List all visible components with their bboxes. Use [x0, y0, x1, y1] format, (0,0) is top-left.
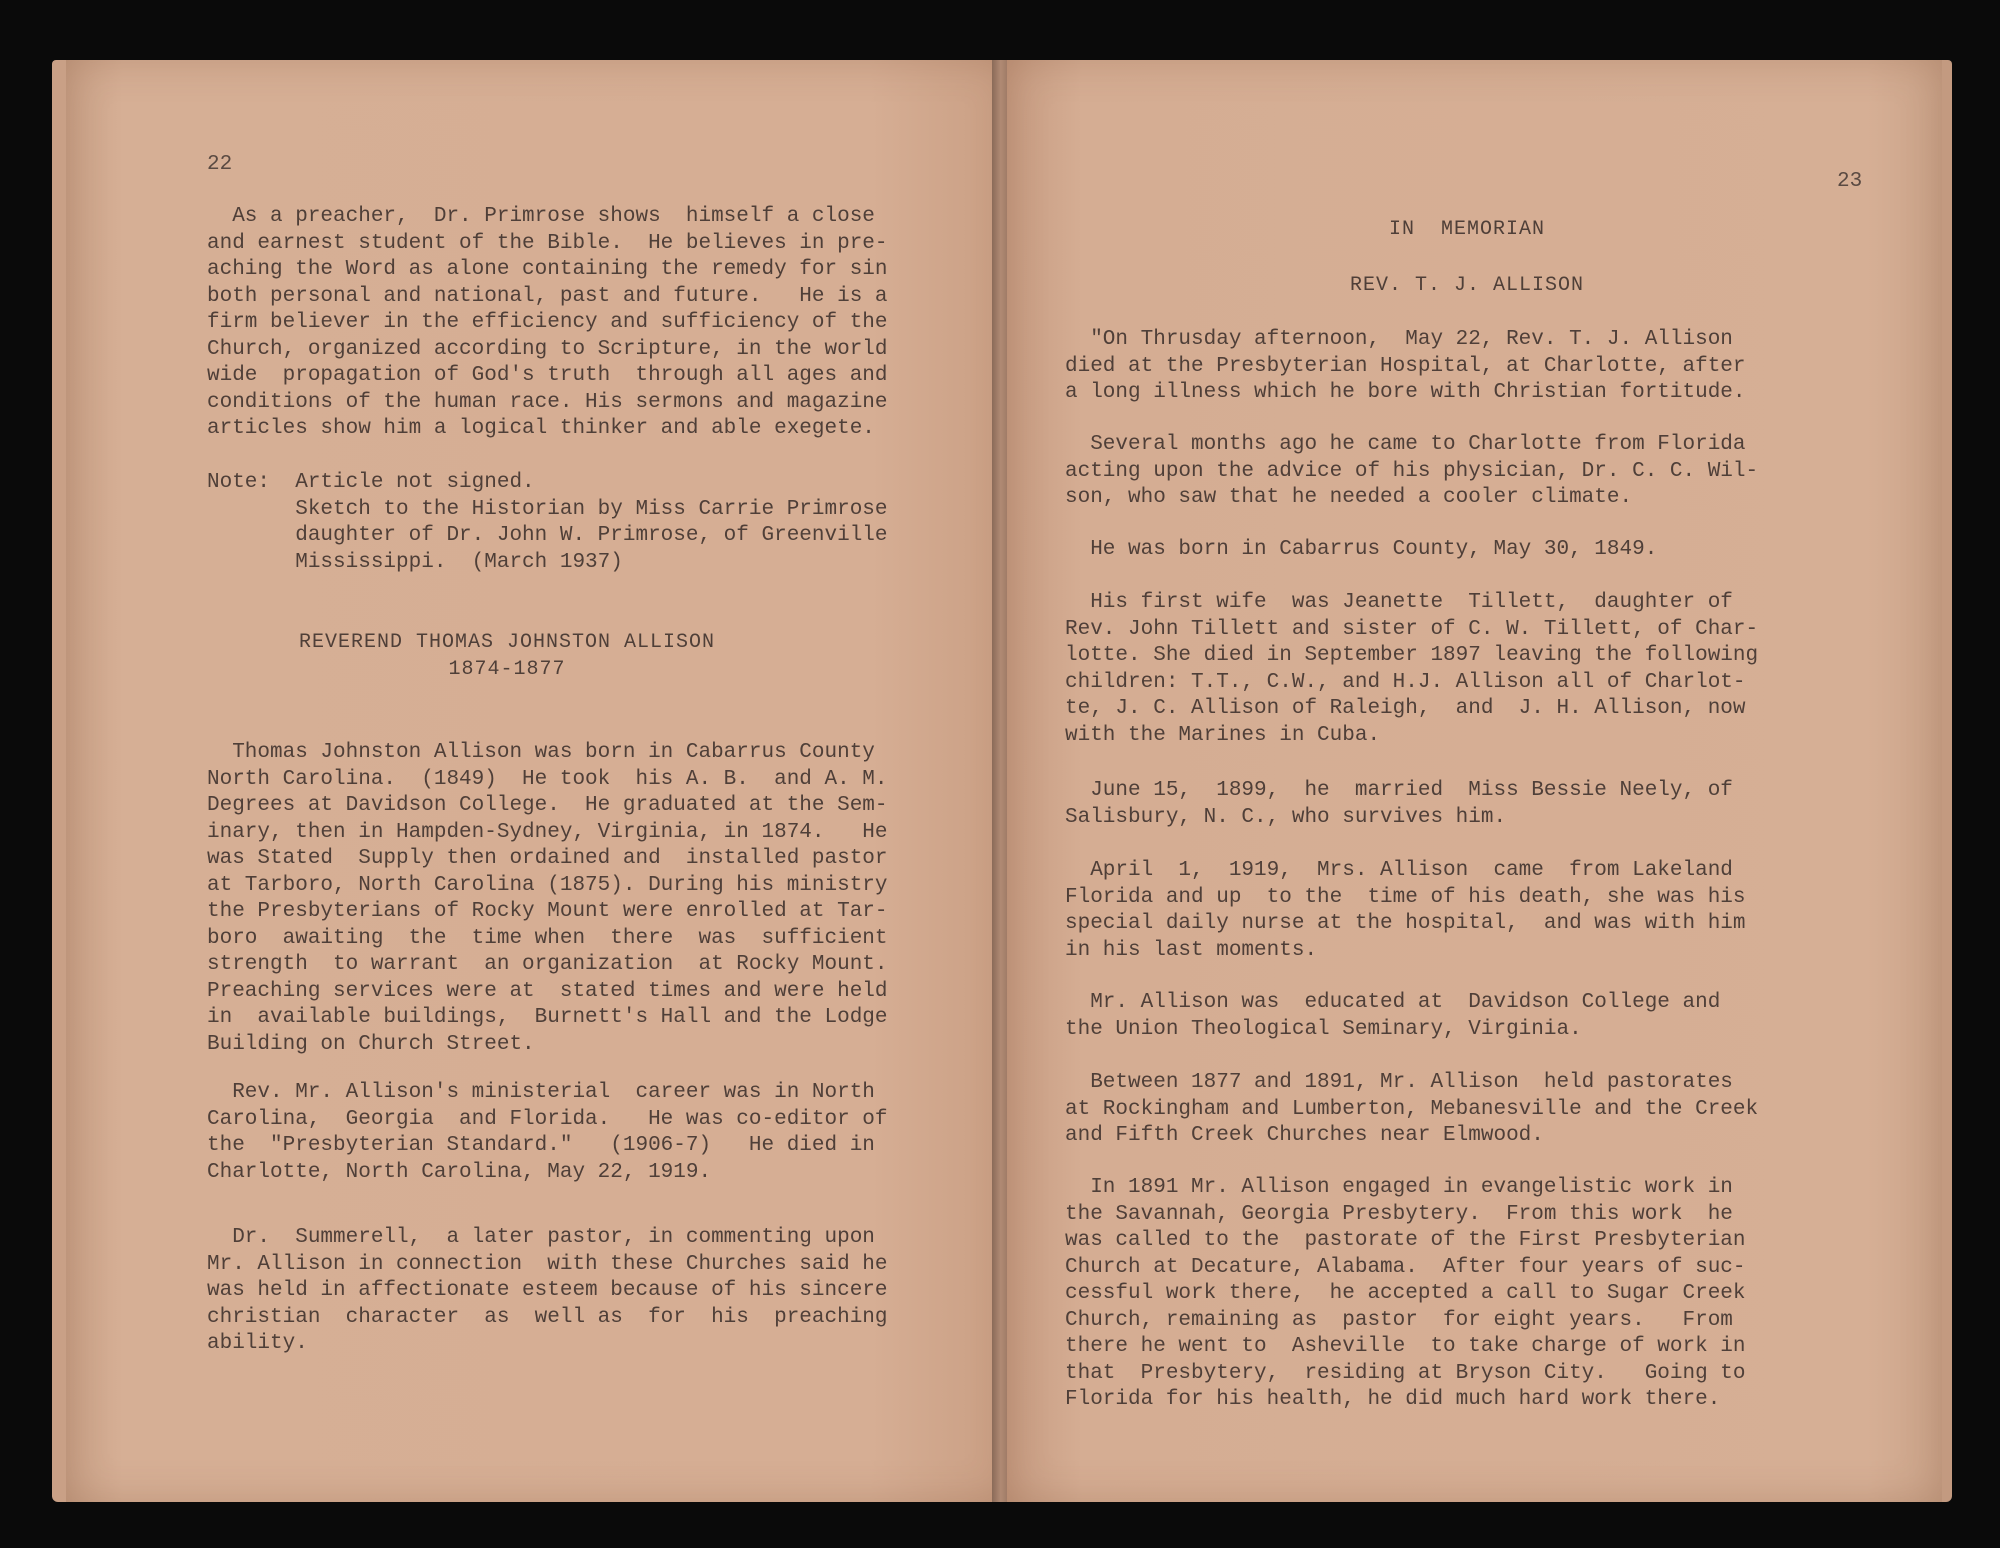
allison-career-paragraph: Rev. Mr. Allison's ministerial career was in North Carolina, Georgia and Florida. He was co-editor of the "Presbyterian Standard." (1906-7) He died in Charlotte, North Carolina, May 22, 1919.: [207, 1081, 888, 1184]
summerell-comment-paragraph: Dr. Summerell, a later pastor, in commenting upon Mr. Allison in connection with these Churches said he was held in affectionate esteem because of his sincere christian character as well as for his preaching ability.: [207, 1226, 888, 1355]
article-note: Note: Article not signed. Sketch to the Historian by Miss Carrie Primrose daughter of Dr. John W. Primrose, of Greenville Mississippi. (March 1937): [207, 471, 888, 574]
right-page: [1007, 60, 1952, 1502]
allison-biography-paragraph: Thomas Johnston Allison was born in Cabarrus County North Carolina. (1849) He took his A. B. and A. M. Degrees at Davidson College. He graduated at the Sem- inary, then in Hampden-Sydney, Virginia, in 1874. He was Stated Supply then ordained and installed pastor at Tarboro, North Carolina (1875). During his ministry the Presbyterians of Rocky Mount were enrolled at Tar- boro awaiting the time when there was sufficient strength to warrant an organization at Rocky Mount. Preaching services were at stated times and were held in available buildings, Burnett's Hall and the Lodge Building on Church Street.: [207, 741, 888, 1056]
memorial-family-paragraph: His first wife was Jeanette Tillett, daughter of Rev. John Tillett and sister of C. W. Tillett, of Char- lotte. She died in September 1897 leaving the following children: T.T., C.W., and H.J. Allison all of Charlot- te, J. C. Allison of Raleigh, and J. H. Allison, now with the Marines in Cuba.: [1065, 591, 1759, 747]
page-number-left: 22: [207, 153, 233, 176]
left-page: [52, 60, 1012, 1502]
primrose-preacher-paragraph: As a preacher, Dr. Primrose shows himself a close and earnest student of the Bible. He believes in pre- aching the Word as alone containing the remedy for sin both personal and national, past and future. He is a firm believer in the efficiency and sufficiency of the Church, organized according to Scripture, in the world wide propagation of God's truth through all ages and conditions of the human race. His sermons and magazine articles show him a logical thinker and able exegete.: [207, 205, 888, 440]
memorial-pastorates-paragraph: Between 1877 and 1891, Mr. Allison held pastorates at Rockingham and Lumberton, Mebanesville and the Creek and Fifth Creek Churches near Elmwood.: [1065, 1071, 1759, 1147]
memorial-education-paragraph: Mr. Allison was educated at Davidson College and the Union Theological Seminary, Virginia.: [1065, 991, 1721, 1041]
memorial-evangelistic-paragraph: In 1891 Mr. Allison engaged in evangelistic work in the Savannah, Georgia Presbytery. From this work he was called to the pastorate of the First Presbyterian Church at Decature, Alabama. After four years of suc- cessful work there, he accepted a call to Sugar Creek Church, remaining as pastor for eight years. From there he went to Asheville to take charge of work in that Presbytery, residing at Bryson City. Going to Florida for his health, he did much hard work there.: [1065, 1176, 1746, 1411]
allison-section-heading: REVEREND THOMAS JOHNSTON ALLISON 1874-1877: [298, 631, 716, 681]
memorial-subheading: REV. T. J. ALLISON: [1349, 274, 1585, 297]
memorial-marriage-paragraph: June 15, 1899, he married Miss Bessie Neely, of Salisbury, N. C., who survives him.: [1065, 779, 1733, 829]
page-number-right: 23: [1837, 170, 1863, 193]
memorial-charlotte-paragraph: Several months ago he came to Charlotte from Florida acting upon the advice of his physician, Dr. C. C. Wil- son, who saw that he needed a cooler climate.: [1065, 433, 1759, 509]
memorial-death-paragraph: "On Thrusday afternoon, May 22, Rev. T. J. Allison died at the Presbyterian Hospital, at Charlotte, after a long illness which he bore with Christian fortitude.: [1065, 328, 1746, 404]
memorial-birth-paragraph: He was born in Cabarrus County, May 30, 1849.: [1065, 538, 1658, 561]
memorial-heading: IN MEMORIAN: [1388, 218, 1546, 241]
memorial-nurse-paragraph: April 1, 1919, Mrs. Allison came from Lakeland Florida and up to the time of his death, she was his special daily nurse at the hospital, and was with him in his last moments.: [1065, 859, 1746, 962]
booklet-spread: [52, 60, 1947, 1502]
